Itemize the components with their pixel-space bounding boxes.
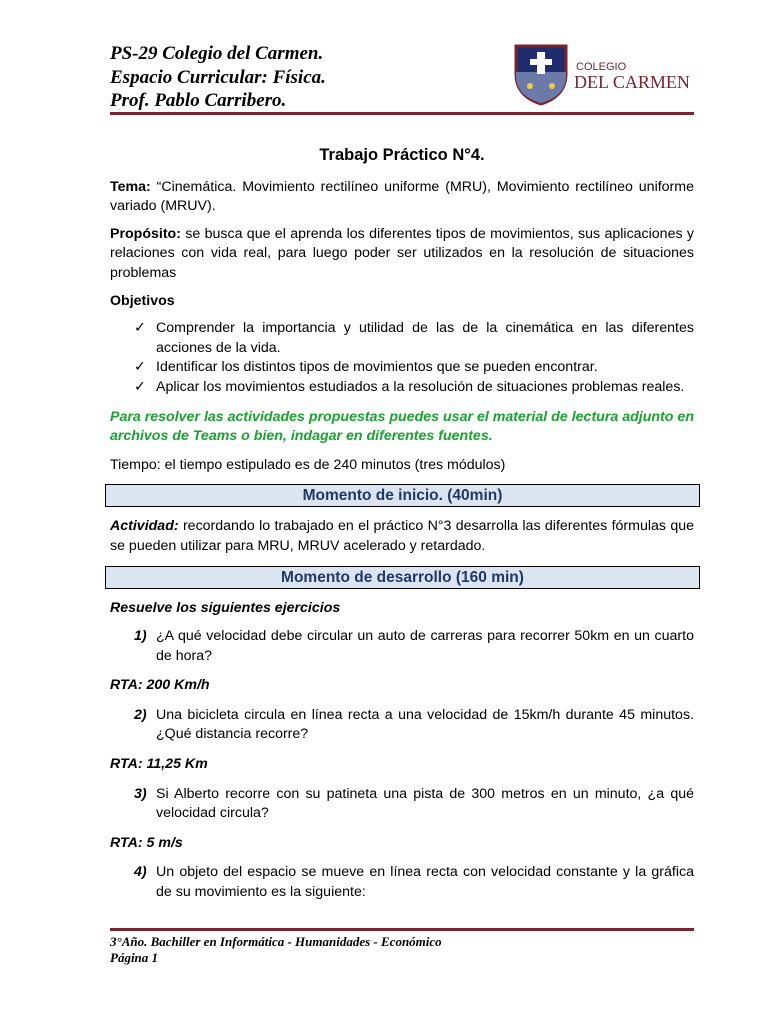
exercise-number: 4) <box>134 864 147 881</box>
proposito-label: Propósito: <box>110 225 181 242</box>
exercise-text: Una bicicleta circula en línea recta a una velocidad de 15km/h durante 45 minutos. ¿Qué distancia recorre? <box>156 706 694 743</box>
exercise-item <box>110 627 694 666</box>
page-number: Página 1 <box>110 950 159 965</box>
exercise-text: Un objeto del espacio se mueve en línea recta con velocidad constante y la gráfica de su movimiento es la siguiente: <box>156 864 694 901</box>
logo-text-bottom: DEL CARMEN <box>574 72 690 92</box>
logo-text-top: COLEGIO <box>576 61 627 73</box>
proposito-text: se busca que el aprenda los diferentes tipos de movimientos, sus aplicaciones y relaciones con vida real, para luego poder ser utilizados en la resolución de situaciones problemas <box>110 225 694 281</box>
tema-text: “Cinemática. Movimiento rectilíneo uniforme (MRU), Movimiento rectilíneo uniforme variado (MRUV). <box>110 178 694 215</box>
checkmark-icon: ✓ <box>134 359 146 376</box>
checkmark-icon: ✓ <box>134 320 146 337</box>
list-item <box>110 358 694 378</box>
proposito-paragraph <box>110 225 694 284</box>
footer-course: 3°Año. Bachiller en Informática - Humanidades - Económico <box>110 934 442 949</box>
teacher-line: Prof. Pablo Carribero. <box>110 90 287 111</box>
exercise-number: 3) <box>134 785 147 802</box>
objetivo-text: Aplicar los movimientos estudiados a la resolución de situaciones problemas reales. <box>156 378 685 395</box>
momento-desarrollo-banner: Momento de desarrollo (160 min) <box>105 566 700 589</box>
checkmark-icon: ✓ <box>134 378 146 395</box>
actividad-label: Actividad: <box>110 518 179 535</box>
actividad-text: recordando lo trabajado en el práctico N°3 desarrolla las diferentes fórmulas que se pueden utilizar para MRU, MRUV acelerado y retardado. <box>110 518 694 554</box>
subject-line: Espacio Curricular: Física. <box>110 66 326 88</box>
exercise-item <box>110 863 694 902</box>
school-name: PS-29 Colegio del Carmen. <box>110 43 324 64</box>
tema-label: Tema: <box>110 178 151 195</box>
tema-paragraph <box>110 178 694 217</box>
exercise-item <box>110 706 694 745</box>
momento-inicio-banner: Momento de inicio. (40min) <box>105 484 700 507</box>
document-body <box>110 146 694 903</box>
exercise-list <box>110 627 694 903</box>
resources-note: Para resolver las actividades propuestas puedes usar el material de lectura adjunto en archivos de Teams o bien, indagar en diferentes fuentes. <box>110 408 694 445</box>
exercise-text: ¿A qué velocidad debe circular un auto de carreras para recorrer 50km en un cuarto de hora? <box>156 628 694 664</box>
page-header <box>110 42 326 113</box>
exercise-number: 1) <box>134 628 147 645</box>
ejercicios-heading: Resuelve los siguientes ejercicios <box>110 599 341 616</box>
list-item <box>110 319 694 358</box>
header-rule <box>110 112 694 115</box>
page-footer <box>110 934 442 966</box>
exercise-number: 2) <box>134 706 147 723</box>
footer-rule <box>110 928 694 931</box>
objetivos-list <box>110 319 694 397</box>
objetivos-heading: Objetivos <box>110 292 175 309</box>
page-title: Trabajo Práctico N°4. <box>319 146 485 164</box>
tiempo-line: Tiempo: el tiempo estipulado es de 240 minutos (tres módulos) <box>110 456 506 473</box>
answer-line: RTA: 11,25 Km <box>110 756 208 773</box>
answer-line: RTA: 5 m/s <box>110 834 183 851</box>
answer-line: RTA: 200 Km/h <box>110 677 210 694</box>
exercise-item <box>110 785 694 824</box>
exercise-text: Si Alberto recorre con su patineta una pista de 300 metros en un minuto, ¿a qué velocidad circula? <box>156 785 694 822</box>
objetivo-text: Comprender la importancia y utilidad de las de la cinemática en las diferentes acciones de la vida. <box>156 320 694 356</box>
school-logo <box>510 40 690 106</box>
list-item <box>110 378 694 398</box>
actividad-paragraph <box>110 517 694 556</box>
objetivo-text: Identificar los distintos tipos de movimientos que se pueden encontrar. <box>156 359 598 376</box>
